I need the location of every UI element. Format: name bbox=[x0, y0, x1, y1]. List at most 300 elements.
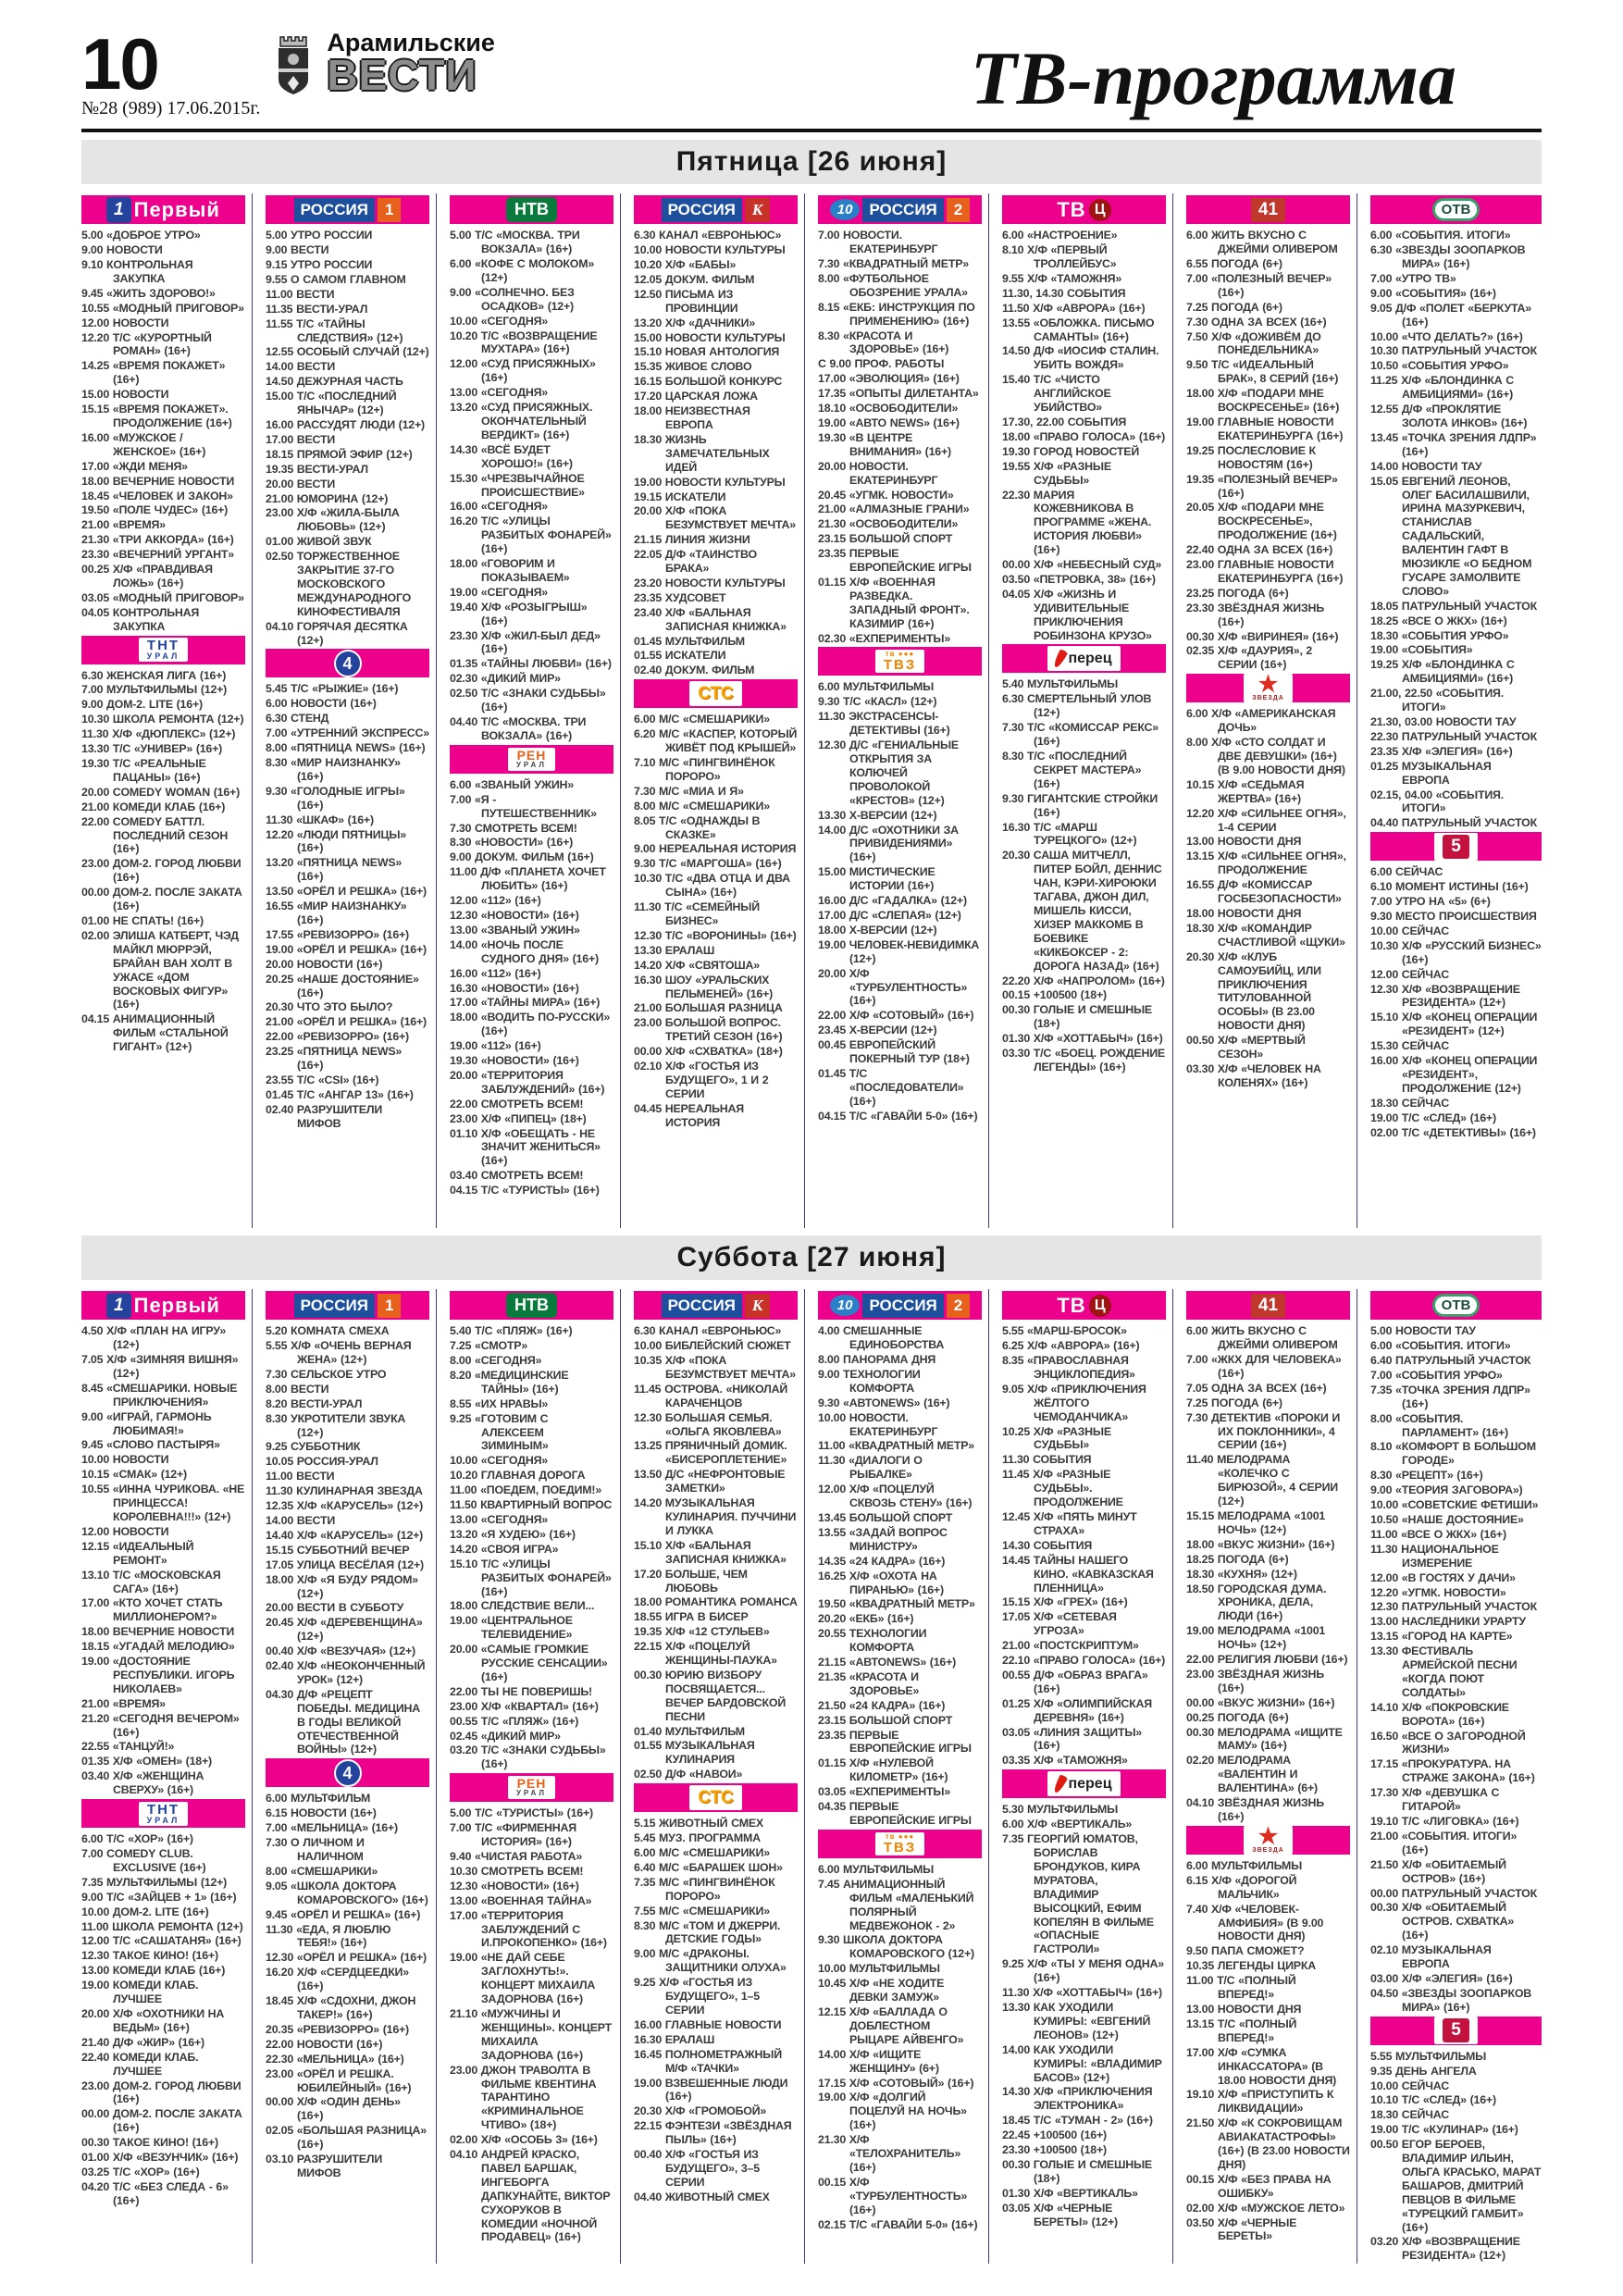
program-entry: 02.05 «БОЛЬШАЯ РАЗНИЦА» (16+) bbox=[266, 2124, 427, 2152]
program-entry: 14.50 ДЕЖУРНАЯ ЧАСТЬ bbox=[266, 375, 403, 389]
program-entry: 12.05 ДОКУМ. ФИЛЬМ bbox=[634, 272, 755, 286]
program-entry: 8.00 «СМЕШАРИКИ» bbox=[266, 1864, 378, 1878]
program-entry: 6.00 МУЛЬТФИЛЬМЫ bbox=[818, 680, 935, 694]
program-entry: 10.10 Т/С «СЛЕД» (16+) bbox=[1370, 2093, 1496, 2107]
program-entry: 7.30 Т/С «КОМИССАР РЕКС» (16+) bbox=[1002, 721, 1158, 749]
program-entry: 00.30 МЕЛОДРАМА «ИЩИТЕ МАМУ» (16+) bbox=[1186, 1725, 1343, 1753]
tnt-logo-icon bbox=[139, 638, 189, 662]
program-entry: 5.00 Т/С «МОСКВА. ТРИ ВОКЗАЛА» (16+) bbox=[450, 229, 580, 256]
program-entry: 18.25 «ВСЕ О ЖКХ» (16+) bbox=[1370, 614, 1507, 627]
program-entry: 14.00 КАК УХОДИЛИ КУМИРЫ: «ВЛАДИМИР БАСОВ» (12+) bbox=[1002, 2042, 1162, 2084]
channel-header-ren bbox=[450, 745, 613, 774]
logo-text: ТНТ bbox=[146, 1801, 180, 1818]
program-entry: 15.15 СУББОТНИЙ ВЕЧЕР bbox=[266, 1543, 410, 1557]
channel-header-rossiya1 bbox=[266, 195, 429, 224]
program-entry: 20.00 НОВОСТИ. ЕКАТЕРИНБУРГ bbox=[818, 459, 938, 487]
chili-pepper-icon bbox=[1052, 649, 1068, 669]
city-crest-icon bbox=[271, 35, 316, 101]
program-entry: 7.25 «СМОТР» bbox=[450, 1339, 528, 1353]
channel-header-ren bbox=[450, 1773, 613, 1802]
program-entry: 8.30 «МИР НАИЗНАНКУ» (16+) bbox=[266, 756, 401, 783]
program-entry: 6.30 СМЕРТЕЛЬНЫЙ УЛОВ (12+) bbox=[1002, 692, 1152, 720]
program-entry: 12.00 Т/С «САШАТАНЯ» (16+) bbox=[81, 1934, 242, 1948]
program-entry: 02.50 Т/С «ЗНАКИ СУДЬБЫ» (16+) bbox=[450, 687, 606, 714]
tnt-logo-chip bbox=[139, 1802, 189, 1826]
logo-text: ТВ bbox=[1057, 1293, 1086, 1317]
sts-logo-chip bbox=[689, 681, 742, 706]
program-entry: 10.45 Х/Ф «НЕ ХОДИТЕ ДЕВКИ ЗАМУЖ» bbox=[818, 1977, 945, 2004]
program-entry: 13.55 «ОБЛОЖКА. ПИСЬМО САМАНТЫ» (16+) bbox=[1002, 316, 1155, 343]
program-entry: 18.15 ПРЯМОЙ ЭФИР (12+) bbox=[266, 447, 413, 461]
program-entry: 21.00 ЮМОРИНА (12+) bbox=[266, 491, 389, 505]
program-entry: 9.45 «ОРЁЛ И РЕШКА» (16+) bbox=[266, 1907, 421, 1921]
program-entry: 14.20 МУЗЫКАЛЬНАЯ КУЛИНАРИЯ. ПУЧЧИНИ И ЛУККА bbox=[634, 1496, 797, 1537]
program-entry: 03.40 Х/Ф «ЖЕНЩИНА СВЕРХУ» (16+) bbox=[81, 1769, 204, 1797]
program-entry: 16.00 Х/Ф «КОНЕЦ ОПЕРАЦИИ «РЕЗИДЕНТ», ПРОДОЛЖЕНИЕ (12+) bbox=[1370, 1054, 1538, 1095]
program-entry: 04.15 Т/С «ТУРИСТЫ» (16+) bbox=[450, 1184, 600, 1198]
tv3-logo-icon bbox=[875, 1832, 924, 1855]
program-entry: 10.00 НОВОСТИ bbox=[81, 1453, 169, 1467]
program-entry: 9.00 «СОБЫТИЯ» (16+) bbox=[1370, 286, 1496, 300]
otv-logo-icon bbox=[1432, 198, 1481, 221]
program-entry: 6.00 «ЗВАНЫЙ УЖИН» bbox=[450, 777, 574, 791]
program-entry: 19.25 ПОСЛЕСЛОВИЕ К НОВОСТЯМ (16+) bbox=[1186, 443, 1316, 471]
channel-column bbox=[818, 193, 989, 1228]
program-entry: 10.55 «МОДНЫЙ ПРИГОВОР» bbox=[81, 301, 244, 315]
program-entry: 04.40 Т/С «МОСКВА. ТРИ ВОКЗАЛА» (16+) bbox=[450, 715, 587, 742]
program-entry: 22.40 КОМЕДИ КЛАБ. ЛУЧШЕЕ bbox=[81, 2050, 199, 2078]
program-entry: 12.00 Х/Ф «ПОЦЕЛУЙ СКВОЗЬ СТЕНУ» (16+) bbox=[818, 1483, 973, 1510]
program-entry: 16.55 «МИР НАИЗНАНКУ» (16+) bbox=[266, 900, 407, 926]
channel-header-sts bbox=[634, 1783, 798, 1812]
program-entry: 13.30 КАК УХОДИЛИ КУМИРЫ: «ЕВГЕНИЙ ЛЕОНОВ» (12+) bbox=[1002, 2000, 1151, 2042]
program-entry: 11.30 ЭКСТРАСЕНСЫ-ДЕТЕКТИВЫ (16+) bbox=[818, 710, 950, 738]
channel-header-zvezda bbox=[1186, 674, 1350, 702]
program-entry: 5.40 Т/С «ПЛЯЖ» (16+) bbox=[450, 1324, 573, 1338]
program-entry: 01.35 Х/Ф «ОМЕН» (18+) bbox=[81, 1755, 212, 1769]
ntv-logo-icon bbox=[506, 1293, 557, 1318]
program-entry: 12.00 «112» (16+) bbox=[450, 894, 541, 908]
program-entry: 16.20 Х/Ф «СЕРДЦЕЕДКИ» (16+) bbox=[266, 1966, 409, 1993]
program-entry: 00.00 ПАТРУЛЬНЫЙ УЧАСТОК bbox=[1370, 1886, 1537, 1900]
program-entry: 23.00 «ОРЁЛ И РЕШКА. ЮБИЛЕЙНЫЙ» (16+) bbox=[266, 2066, 412, 2094]
program-entry: 17.05 УЛИЦА ВЕСЁЛАЯ (12+) bbox=[266, 1558, 424, 1571]
program-entry: 13.15 Т/С «ПОЛНЫЙ ВПЕРЕД!» bbox=[1186, 2017, 1297, 2044]
program-entry: 15.40 Т/С «ЧИСТО АНГЛИЙСКОЕ УБИЙСТВО» bbox=[1002, 373, 1111, 415]
page-number: 10 bbox=[81, 23, 158, 105]
program-entry: 02.20 МЕЛОДРАМА «ВАЛЕНТИН И ВАЛЕНТИНА» (6+) bbox=[1186, 1754, 1318, 1795]
program-entry: 01.55 МУЗЫКАЛЬНАЯ КУЛИНАРИЯ bbox=[634, 1739, 755, 1767]
program-entry: 04.40 ПАТРУЛЬНЫЙ УЧАСТОК bbox=[1370, 816, 1537, 830]
program-entry: 9.45 «ЖИТЬ ЗДОРОВО!» bbox=[81, 286, 216, 300]
rossiya1-logo-icon bbox=[294, 1294, 402, 1318]
channel-header-kanal4 bbox=[266, 649, 429, 677]
program-entry: 03.35 Х/Ф «ТАМОЖНЯ» bbox=[1002, 1754, 1128, 1768]
program-entry: 14.00 Х/Ф «ИЩИТЕ ЖЕНЩИНУ» (6+) bbox=[818, 2047, 939, 2075]
logo-text: РОССИЯ bbox=[862, 198, 943, 222]
program-entry: 6.00 МУЛЬТФИЛЬМЫ bbox=[1186, 1858, 1303, 1872]
chili-pepper-icon bbox=[1052, 1774, 1068, 1794]
program-entry: 17.35 «ОПЫТЫ ДИЛЕТАНТА» bbox=[818, 387, 979, 401]
perec-logo-chip bbox=[1047, 646, 1120, 671]
program-entry: 01.40 МУЛЬТФИЛЬМ bbox=[634, 1724, 745, 1738]
program-entry: 17.00 «ЖДИ МЕНЯ» bbox=[81, 459, 188, 473]
program-entry: 8.30 «РЕЦЕПТ» (16+) bbox=[1370, 1469, 1483, 1483]
program-entry: 22.30 МАРИЯ КОЖЕВНИКОВА В ПРОГРАММЕ «ЖЕНА. ИСТОРИЯ ЛЮБВИ» (16+) bbox=[1002, 488, 1152, 557]
channel-header-tvc bbox=[1002, 1291, 1166, 1320]
program-entry: 03.05 «ЛИНИЯ ЗАЩИТЫ» (16+) bbox=[1002, 1725, 1142, 1753]
program-entry: 13.20 «ПЯТНИЦА NEWS» (16+) bbox=[266, 856, 403, 884]
program-entry: 19.00 «112» (16+) bbox=[450, 1039, 541, 1053]
program-entry: 9.25 «ГОТОВИМ С АЛЕКСЕЕМ ЗИМИНЫМ» bbox=[450, 1411, 549, 1453]
rossiya2-logo-icon bbox=[830, 1294, 971, 1318]
perec-logo-icon bbox=[1047, 646, 1120, 671]
program-entry: 21.00 «СОБЫТИЯ. ИТОГИ» (16+) bbox=[1370, 1829, 1518, 1856]
logo-text: ТВ bbox=[1057, 197, 1086, 221]
program-entry: 19.00 Т/С «КУЛИНАР» (16+) bbox=[1370, 2123, 1518, 2137]
program-entry: 12.00 «СУД ПРИСЯЖНЫХ» (16+) bbox=[450, 357, 596, 385]
channel-grid bbox=[81, 193, 1542, 1228]
logo-text: 2 bbox=[947, 1294, 970, 1318]
program-entry: 19.50 «КВАДРАТНЫЙ МЕТР» bbox=[818, 1597, 975, 1611]
program-entry: 6.30 ЖЕНСКАЯ ЛИГА (16+) bbox=[81, 668, 227, 682]
tvc-logo-icon bbox=[1057, 199, 1110, 221]
program-entry: 12.35 Х/Ф «КАРУСЕЛЬ» (12+) bbox=[266, 1499, 424, 1513]
program-entry: 9.30 МЕСТО ПРОИСШЕСТВИЯ bbox=[1370, 909, 1537, 923]
channel-header-ch41 bbox=[1186, 195, 1350, 224]
program-entry: 7.30 ОДНА ЗА ВСЕХ (16+) bbox=[1186, 315, 1327, 329]
program-entry: 11.40 МЕЛОДРАМА «КОЛЕЧКО С БИРЮЗОЙ», 4 СЕРИИ (12+) bbox=[1186, 1453, 1338, 1508]
brand-name-word: ВЕСТИ bbox=[327, 50, 477, 99]
program-entry: 6.30 СТЕНД bbox=[266, 712, 329, 726]
program-entry: 13.00 «ВОЕННАЯ ТАЙНА» bbox=[450, 1893, 592, 1907]
channel-column bbox=[450, 193, 621, 1228]
program-entry: 19.10 Х/Ф «ПРИСТУПИТЬ К ЛИКВИДАЦИИ» bbox=[1186, 2088, 1334, 2116]
program-entry: 10.00 НОВОСТИ. ЕКАТЕРИНБУРГ bbox=[818, 1410, 938, 1438]
channel-column bbox=[266, 1289, 437, 2264]
program-entry: 7.00 «Я - ПУТЕШЕСТВЕННИК» bbox=[450, 792, 597, 820]
program-entry: 6.00 МУЛЬТФИЛЬМ bbox=[266, 1792, 371, 1806]
program-entry: 15.05 ЕВГЕНИЙ ЛЕОНОВ, ОЛЕГ БАСИЛАШВИЛИ, ИРИНА МАЗУРКЕВИЧ, СТАНИСЛАВ САДАЛЬСКИЙ, ВАЛЕНТИН ГАФТ В МЮЗИКЛЕ «О БЕДНОМ ГУСАРЕ ЗАМОЛВИТЕ СЛОВО» bbox=[1370, 474, 1532, 598]
logo-text: тв ●●● bbox=[885, 1831, 915, 1841]
program-entry: 21.00 «ВРЕМЯ» bbox=[81, 1696, 166, 1710]
logo-text: ТНТ bbox=[146, 638, 180, 654]
program-entry: 00.15 Х/Ф «БЕЗ ПРАВА НА ОШИБКУ» bbox=[1186, 2172, 1332, 2200]
program-entry: 5.15 ЖИВОТНЫЙ СМЕХ bbox=[634, 1817, 763, 1831]
channel-header-rossiya1 bbox=[266, 1291, 429, 1320]
logo-text: ЗВЕЗДА bbox=[1252, 1846, 1284, 1854]
sts-logo-icon bbox=[689, 681, 742, 706]
rossiyak-logo-icon bbox=[662, 198, 771, 222]
program-entry: 12.55 Д/Ф «ПРОКЛЯТИЕ ЗОЛОТА ИНКОВ» (16+) bbox=[1370, 403, 1528, 429]
program-entry: 19.35 ВЕСТИ-УРАЛ bbox=[266, 462, 368, 476]
logo-text: РОССИЯ bbox=[294, 198, 375, 222]
program-entry: 8.30 УКРОТИТЕЛИ ЗВУКА (12+) bbox=[266, 1411, 406, 1439]
program-entry: 9.25 Х/Ф «ГОСТЬЯ ИЗ БУДУЩЕГО», 1–5 СЕРИИ bbox=[634, 1976, 760, 2017]
program-entry: 19.50 «ПОЛЕ ЧУДЕС» (16+) bbox=[81, 503, 229, 517]
program-entry: 03.00 Х/Ф «ЭЛЕГИЯ» (16+) bbox=[1370, 1971, 1513, 1985]
program-entry: 9.55 О САМОМ ГЛАВНОМ bbox=[266, 272, 406, 286]
program-entry: 18.30 «КУХНЯ» (12+) bbox=[1186, 1567, 1297, 1581]
logo-text: ОТВ bbox=[1432, 198, 1481, 221]
program-entry: 8.30 «НОВОСТИ» (16+) bbox=[450, 836, 574, 850]
channel-header-ntv bbox=[450, 195, 613, 224]
program-entry: 15.35 ЖИВОЕ СЛОВО bbox=[634, 360, 752, 374]
program-entry: 22.00 Х/Ф «СОТОВЫЙ» (16+) bbox=[818, 1009, 974, 1023]
program-entry: 18.00 СЛЕДСТВИЕ ВЕЛИ... bbox=[450, 1599, 595, 1613]
otv-logo-icon bbox=[1432, 1294, 1481, 1317]
program-entry: 00.55 Д/Ф «ОБРАЗ ВРАГА» (16+) bbox=[1002, 1668, 1148, 1695]
program-entry: 9.00 Т/С «ЗАЙЦЕВ + 1» (16+) bbox=[81, 1890, 237, 1904]
program-entry: 13.00 НАСЛЕДНИКИ УРАРТУ bbox=[1370, 1615, 1526, 1629]
program-entry: 10.30 Т/С «ДВА ОТЦА И ДВА СЫНА» (16+) bbox=[634, 872, 790, 900]
program-entry: 11.00 «ВСЕ О ЖКХ» (16+) bbox=[1370, 1527, 1506, 1541]
program-entry: 12.20 Х/Ф «СИЛЬНЕЕ ОГНЯ», 1-4 СЕРИИ bbox=[1186, 806, 1346, 834]
program-entry: 16.25 Х/Ф «ОХОТА НА ПИРАНЬЮ» (16+) bbox=[818, 1569, 944, 1596]
program-entry: 18.00 НЕИЗВЕСТНАЯ ЕВРОПА bbox=[634, 404, 750, 431]
program-entry: 03.05 Х/Ф «ЧЕРНЫЕ БЕРЕТЫ» (12+) bbox=[1002, 2201, 1118, 2228]
program-entry: 14.30 «ВСЁ БУДЕТ ХОРОШО!» (16+) bbox=[450, 442, 573, 470]
program-entry: 17.00 Д/С «СЛЕПАЯ» (12+) bbox=[818, 908, 961, 922]
program-entry: 02.15, 04.00 «СОБЫТИЯ. ИТОГИ» bbox=[1370, 788, 1504, 815]
program-entry: 21.20 «СЕГОДНЯ ВЕЧЕРОМ» (16+) bbox=[81, 1711, 240, 1739]
tvc-logo-icon bbox=[1057, 1295, 1110, 1317]
program-entry: 20.35 «РЕВИЗОРРО» (16+) bbox=[266, 2022, 409, 2036]
program-entry: 13.55 «ЗАДАЙ ВОПРОС МИНИСТРУ» bbox=[818, 1525, 948, 1553]
program-entry: 13.50 «ОРЁЛ И РЕШКА» (16+) bbox=[266, 885, 427, 899]
program-entry: 12.30 ТАКОЕ КИНО! (16+) bbox=[81, 1949, 218, 1963]
program-entry: 02.10 МУЗЫКАЛЬНАЯ ЕВРОПА bbox=[1370, 1943, 1492, 1971]
channel-header-tvc bbox=[1002, 195, 1166, 224]
program-entry: 5.20 КОМНАТА СМЕХА bbox=[266, 1324, 390, 1338]
program-entry: 17.30 Х/Ф «ДЕВУШКА С ГИТАРОЙ» bbox=[1370, 1786, 1500, 1814]
logo-text: РОССИЯ bbox=[662, 1294, 742, 1318]
program-entry: 19.00 «НЕ ДАЙ СЕБЕ ЗАГЛОХНУТЬ!». КОНЦЕРТ МИХАИЛА ЗАДОРНОВА (16+) bbox=[450, 1951, 596, 2006]
program-entry: 11.30 «ЕДА, Я ЛЮБЛЮ ТЕБЯ!» (16+) bbox=[266, 1922, 391, 1950]
logo-text: Ц bbox=[1089, 199, 1111, 221]
program-entry: 23.30 +100500 (18+) bbox=[1002, 2143, 1107, 2157]
program-entry: 7.10 М/С «ПИНГВИНЁНОК ПОРОРО» bbox=[634, 756, 775, 783]
program-entry: 14.10 Х/Ф «ПОКРОВСКИЕ ВОРОТА» (16+) bbox=[1370, 1700, 1509, 1728]
program-entry: 10.00 «ЧТО ДЕЛАТЬ?» (16+) bbox=[1370, 329, 1523, 343]
program-entry: 14.00 Д/С «ОХОТНИКИ ЗА ПРИВИДЕНИЯМИ» (16+) bbox=[818, 823, 959, 864]
logo-text: перец bbox=[1068, 1775, 1112, 1792]
program-entry: 6.30 КАНАЛ «ЕВРОНЬЮС» bbox=[634, 229, 782, 242]
program-entry: 12.00 НОВОСТИ bbox=[81, 316, 169, 329]
program-entry: 02.10 Х/Ф «ГОСТЬЯ ИЗ БУДУЩЕГО», 1 И 2 СЕРИИ bbox=[634, 1060, 769, 1100]
program-entry: 5.45 МУЗ. ПРОГРАММА bbox=[634, 1831, 761, 1845]
program-entry: 20.30 ЧТО ЭТО БЫЛО? bbox=[266, 1000, 393, 1014]
logo-text: Ц bbox=[1089, 1295, 1111, 1317]
program-entry: 21.00 «ВРЕМЯ» bbox=[81, 518, 166, 532]
channel-header-five bbox=[1370, 2017, 1542, 2045]
program-entry: 03.50 Х/Ф «ЧЕРНЫЕ БЕРЕТЫ» bbox=[1186, 2215, 1297, 2243]
program-entry: 4.50 Х/Ф «ПЛАН НА ИГРУ» (12+) bbox=[81, 1324, 227, 1352]
program-entry: 9.25 СУББОТНИК bbox=[266, 1440, 361, 1454]
program-entry: 00.50 Х/Ф «МЕРТВЫЙ СЕЗОН» bbox=[1186, 1034, 1306, 1061]
ren-logo-icon bbox=[508, 748, 555, 771]
program-entry: 7.50 Х/Ф «ДОЖИВЁМ ДО ПОНЕДЕЛЬНИКА» bbox=[1186, 329, 1321, 357]
program-entry: 11.00 ВЕСТИ bbox=[266, 1470, 335, 1483]
program-entry: 03.40 СМОТРЕТЬ ВСЕМ! bbox=[450, 1169, 584, 1183]
program-entry: 8.15 «ЕКБ: ИНСТРУКЦИЯ ПО ПРИМЕНЕНИЮ» (16+) bbox=[818, 300, 975, 328]
program-entry: 6.00 «НАСТРОЕНИЕ» bbox=[1002, 229, 1118, 242]
program-entry: 01.15 Х/Ф «ВОЕННАЯ РАЗВЕДКА. ЗАПАДНЫЙ ФРОНТ». КАЗИМИР (16+) bbox=[818, 575, 970, 630]
program-entry: 11.30 Т/С «СЕМЕЙНЫЙ БИЗНЕС» bbox=[634, 900, 760, 927]
program-entry: 12.00 НОВОСТИ bbox=[81, 1524, 169, 1538]
program-entry: 14.00 «НОЧЬ ПОСЛЕ СУДНОГО ДНЯ» (16+) bbox=[450, 937, 599, 965]
program-entry: 9.55 Х/Ф «ТАМОЖНЯ» bbox=[1002, 271, 1122, 285]
program-entry: 01.10 Х/Ф «ОБЕЩАТЬ - НЕ ЗНАЧИТ ЖЕНИТЬСЯ» (16+) bbox=[450, 1126, 601, 1168]
program-entry: 19.00 «СЕГОДНЯ» bbox=[450, 585, 548, 599]
logo-text: УРАЛ bbox=[515, 760, 548, 769]
program-entry: 8.20 «МЕДИЦИНСКИЕ ТАЙНЫ» (16+) bbox=[450, 1368, 569, 1396]
program-entry: 8.10 «КОМФОРТ В БОЛЬШОМ ГОРОДЕ» bbox=[1370, 1440, 1536, 1468]
program-entry: 16.30 ШОУ «УРАЛЬСКИХ ПЕЛЬМЕНЕЙ» (16+) bbox=[634, 973, 774, 1000]
perviy-logo-icon bbox=[106, 197, 220, 223]
program-entry: 9.00 «ТЕОРИЯ ЗАГОВОРА») bbox=[1370, 1483, 1523, 1497]
channel-header-perviy bbox=[81, 195, 245, 224]
program-entry: 01.45 Т/С «АНГАР 13» (16+) bbox=[266, 1087, 414, 1101]
logo-text: РЕН bbox=[516, 1776, 547, 1792]
logo-text: 1 bbox=[106, 1293, 131, 1319]
program-entry: 14.45 ТАЙНЫ НАШЕГО КИНО. «КАВКАЗСКАЯ ПЛЕННИЦА» bbox=[1002, 1553, 1154, 1595]
program-entry: 6.00 Х/Ф «ВЕРТИКАЛЬ» bbox=[1002, 1818, 1133, 1831]
program-entry: 17.00 ВЕСТИ bbox=[266, 432, 336, 446]
program-entry: 21.00 КОМЕДИ КЛАБ (16+) bbox=[81, 800, 226, 813]
logo-text: РОССИЯ bbox=[294, 1294, 375, 1318]
tv3-logo-icon bbox=[875, 650, 924, 673]
program-entry: 02.50 ТОРЖЕСТВЕННОЕ ЗАКРЫТИЕ 37-ГО МОСКОВСКОГО МЕЖДУНАРОДНОГО КИНОФЕСТИВАЛЯ bbox=[266, 550, 412, 618]
program-entry: 22.40 ОДНА ЗА ВСЕХ (16+) bbox=[1186, 543, 1333, 557]
program-entry: 02.40 Х/Ф «НЕОКОНЧЕННЫЙ УРОК» (12+) bbox=[266, 1659, 426, 1686]
program-entry: 13.00 «СЕГОДНЯ» bbox=[450, 1512, 548, 1526]
program-entry: 23.30 «ВЕЧЕРНИЙ УРГАНТ» bbox=[81, 548, 234, 562]
program-entry: 04.05 Х/Ф «ЖИЗНЬ И УДИВИТЕЛЬНЫЕ ПРИКЛЮЧЕНИЯ РОБИНЗОНА КРУЗО» bbox=[1002, 587, 1152, 642]
program-entry: 9.10 КОНТРОЛЬНАЯ ЗАКУПКА bbox=[81, 258, 193, 285]
program-entry: 00.40 Х/Ф «ГОСТЬЯ ИЗ БУДУЩЕГО», 3–5 СЕРИИ bbox=[634, 2148, 760, 2189]
program-entry: 18.00 Х/Ф «Я БУДУ РЯДОМ» (12+) bbox=[266, 1572, 418, 1600]
program-entry: 04.15 Т/С «ГАВАЙИ 5-0» (16+) bbox=[818, 1109, 978, 1123]
program-entry: 16.30 «НОВОСТИ» (16+) bbox=[450, 981, 579, 995]
logo-text: СТС bbox=[698, 684, 734, 704]
program-entry: 19.00 НОВОСТИ КУЛЬТУРЫ bbox=[634, 475, 786, 489]
program-entry: 5.00 «ДОБРОЕ УТРО» bbox=[81, 229, 201, 242]
program-entry: 16.00 «МУЖСКОЕ / ЖЕНСКОЕ» (16+) bbox=[81, 430, 206, 458]
program-entry: 7.00 МУЛЬТФИЛЬМЫ (12+) bbox=[81, 683, 228, 697]
logo-text: ЗВЕЗДА bbox=[1252, 695, 1284, 702]
channel-header-perec bbox=[1002, 644, 1166, 673]
program-entry: 7.00 «УТРО ТВ» bbox=[1370, 271, 1456, 285]
logo-text: РЕН bbox=[516, 747, 547, 763]
program-entry: 18.45 Т/С «ТУМАН - 2» (16+) bbox=[1002, 2114, 1153, 2128]
program-entry: 22.20 Х/Ф «НАПРОЛОМ» (16+) bbox=[1002, 974, 1165, 987]
program-entry: 6.00 Х/Ф «АМЕРИКАНСКАЯ ДОЧЬ» bbox=[1186, 707, 1336, 735]
program-entry: 7.00 COMEDY CLUB. EXCLUSIVE (16+) bbox=[81, 1847, 206, 1874]
program-entry: 8.20 ВЕСТИ-УРАЛ bbox=[266, 1396, 363, 1410]
program-entry: 6.00 МУЛЬТФИЛЬМЫ bbox=[818, 1862, 935, 1876]
program-entry: 23.25 «ПЯТНИЦА NEWS» (16+) bbox=[266, 1045, 403, 1073]
program-entry: 21.10 «МУЖЧИНЫ И ЖЕНЩИНЫ». КОНЦЕРТ МИХАИЛА ЗАДОРНОВА (16+) bbox=[450, 2006, 613, 2062]
program-entry: 20.25 «НАШЕ ДОСТОЯНИЕ» (16+) bbox=[266, 972, 419, 999]
zvezda-logo-icon bbox=[1244, 674, 1293, 702]
program-entry: 10.15 «СМАК» (12+) bbox=[81, 1468, 187, 1482]
logo-text: перец bbox=[1068, 650, 1112, 666]
program-entry: 19.00 КОМЕДИ КЛАБ. ЛУЧШЕЕ bbox=[81, 1979, 199, 2006]
program-entry: 14.20 Х/Ф «СВЯТОША» bbox=[634, 958, 760, 972]
kanal4-logo-icon bbox=[334, 1759, 362, 1787]
program-entry: 19.35 Х/Ф «12 СТУЛЬЕВ» bbox=[634, 1625, 770, 1639]
program-entry: 01.00 Х/Ф «ВЕЗУНЧИК» (16+) bbox=[81, 2151, 239, 2165]
program-entry: 10.00 СЕЙЧАС bbox=[1370, 2079, 1449, 2092]
program-entry: 6.15 НОВОСТИ (16+) bbox=[266, 1806, 377, 1820]
program-entry: 15.00 МИСТИЧЕСКИЕ ИСТОРИИ (16+) bbox=[818, 865, 935, 893]
program-entry: 9.05 Д/Ф «ПОЛЕТ «БЕРКУТА» (16+) bbox=[1370, 301, 1531, 329]
program-entry: 10.30 Х/Ф «РУССКИЙ БИЗНЕС» (16+) bbox=[1370, 938, 1542, 966]
program-entry: 13.20 Х/Ф «ДАЧНИКИ» bbox=[634, 316, 756, 329]
program-entry: 12.30 «НОВОСТИ» (16+) bbox=[450, 908, 579, 922]
masthead bbox=[0, 0, 1623, 119]
program-entry: 6.30 «ЗВЕЗДЫ ЗООПАРКОВ МИРА» (16+) bbox=[1370, 243, 1526, 270]
program-entry: 23.00 Х/Ф «КВАРТАЛ» (16+) bbox=[450, 1699, 599, 1713]
program-entry: 7.05 Х/Ф «ЗИМНЯЯ ВИШНЯ» (12+) bbox=[81, 1353, 239, 1380]
program-entry: 10.50 «СОБЫТИЯ УРФО» bbox=[1370, 359, 1509, 373]
program-entry: 18.00 РОМАНТИКА РОМАНСА bbox=[634, 1595, 798, 1609]
program-entry: 13.00 НОВОСТИ ДНЯ bbox=[1186, 835, 1302, 849]
channel-header-rossiyak bbox=[634, 195, 798, 224]
program-entry: 20.00 ВЕСТИ bbox=[266, 477, 336, 490]
program-entry: 20.30 САША МИТЧЕЛЛ, ПИТЕР БОЙЛ, ДЕННИС ЧАН, КЭРИ-ХИРОЮКИ ТАГАВА, ДЖОН ДИЛ, МИШЕЛЬ КИССИ, ХИЗЕР МАККОМБ В БОЕВИКЕ «КИКБОКСЕР - 2: ДОРОГА НАЗАД» (16+) bbox=[1002, 849, 1162, 973]
program-entry: 00.25 ПОГОДА (6+) bbox=[1186, 1710, 1289, 1724]
program-entry: 12.15 Х/Ф «БАЛЛАДА О ДОБЛЕСТНОМ РЫЦАРЕ АЙВЕНГО» bbox=[818, 2004, 964, 2046]
program-entry: 6.00 ЖИТЬ ВКУСНО С ДЖЕЙМИ ОЛИВЕРОМ bbox=[1186, 229, 1338, 256]
program-entry: 12.45 Х/Ф «ПЯТЬ МИНУТ СТРАХА» bbox=[1002, 1509, 1137, 1537]
program-entry: 04.05 КОНТРОЛЬНАЯ ЗАКУПКА bbox=[81, 605, 200, 633]
logo-text: НТВ bbox=[506, 197, 557, 222]
program-entry: 7.55 М/С «СМЕШАРИКИ» bbox=[634, 1904, 770, 1917]
program-entry: 19.35 «ПОЛЕЗНЫЙ ВЕЧЕР» (16+) bbox=[1186, 472, 1338, 500]
program-entry: 00.00 ДОМ-2. ПОСЛЕ ЗАКАТА (16+) bbox=[81, 2107, 242, 2135]
program-entry: 6.40 ПАТРУЛЬНЫЙ УЧАСТОК bbox=[1370, 1354, 1531, 1367]
program-entry: 17.00 «ТАЙНЫ МИРА» (16+) bbox=[450, 996, 601, 1010]
zvezda-logo-chip bbox=[1244, 1826, 1293, 1855]
program-entry: 16.30 Т/С «МАРШ ТУРЕЦКОГО» (12+) bbox=[1002, 820, 1137, 848]
program-entry: 04.30 Д/Ф «РЕЦЕПТ ПОБЕДЫ. МЕДИЦИНА В ГОДЫ ВЕЛИКОЙ ОТЕЧЕСТВЕННОЙ ВОЙНЫ» (12+) bbox=[266, 1687, 421, 1756]
program-entry: 18.05 ПАТРУЛЬНЫЙ УЧАСТОК bbox=[1370, 599, 1537, 613]
page-title: ТВ-программа bbox=[970, 36, 1456, 120]
program-entry: 16.00 РАССУДЯТ ЛЮДИ (12+) bbox=[266, 417, 425, 431]
program-entry: 02.30 «ЕХПЕРИМЕНТЫ» bbox=[818, 631, 951, 645]
program-entry: 04.15 АНИМАЦИОННЫЙ ФИЛЬМ «СТАЛЬНОЙ ГИГАНТ» (12+) bbox=[81, 1012, 229, 1054]
issue-line: №28 (989) 17.06.2015г. bbox=[81, 98, 261, 119]
channel-column bbox=[1186, 193, 1357, 1228]
program-entry: 03.25 Т/С «ХОР» (16+) bbox=[81, 2165, 200, 2178]
program-entry: 23.00 ДОМ-2. ГОРОД ЛЮБВИ (16+) bbox=[81, 857, 242, 885]
program-entry: 5.40 МУЛЬТФИЛЬМЫ bbox=[1002, 677, 1119, 691]
program-entry: 21.50 Х/Ф «ОБИТАЕМЫЙ ОСТРОВ» (16+) bbox=[1370, 1857, 1506, 1885]
program-entry: 10.00 ДОМ-2. LITE (16+) bbox=[81, 1905, 209, 1918]
channel-header-perec bbox=[1002, 1769, 1166, 1798]
program-entry: 23.40 Х/Ф «БАЛЬНАЯ ЗАПИСНАЯ КНИЖКА» bbox=[634, 605, 787, 633]
program-entry: 10.30 СМОТРЕТЬ ВСЕМ! bbox=[450, 1864, 584, 1878]
program-entry: 8.10 Х/Ф «ПЕРВЫЙ ТРОЛЛЕЙБУС» bbox=[1002, 243, 1117, 270]
program-entry: 00.45 ЕВРОПЕЙСКИЙ ПОКЕРНЫЙ ТУР (18+) bbox=[818, 1038, 970, 1066]
program-entry: 22.00 СМОТРЕТЬ ВСЕМ! bbox=[450, 1097, 584, 1111]
program-entry: 18.30 СЕЙЧАС bbox=[1370, 2108, 1449, 2122]
program-entry: 02.00 Т/С «ДЕТЕКТИВЫ» (16+) bbox=[1370, 1125, 1536, 1139]
program-entry: 11.00 Т/С «ПОЛНЫЙ ВПЕРЕД!» bbox=[1186, 1974, 1296, 2002]
program-entry: 21.30 Х/Ф «ТЕЛОХРАНИТЕЛЬ» (16+) bbox=[818, 2133, 961, 2174]
